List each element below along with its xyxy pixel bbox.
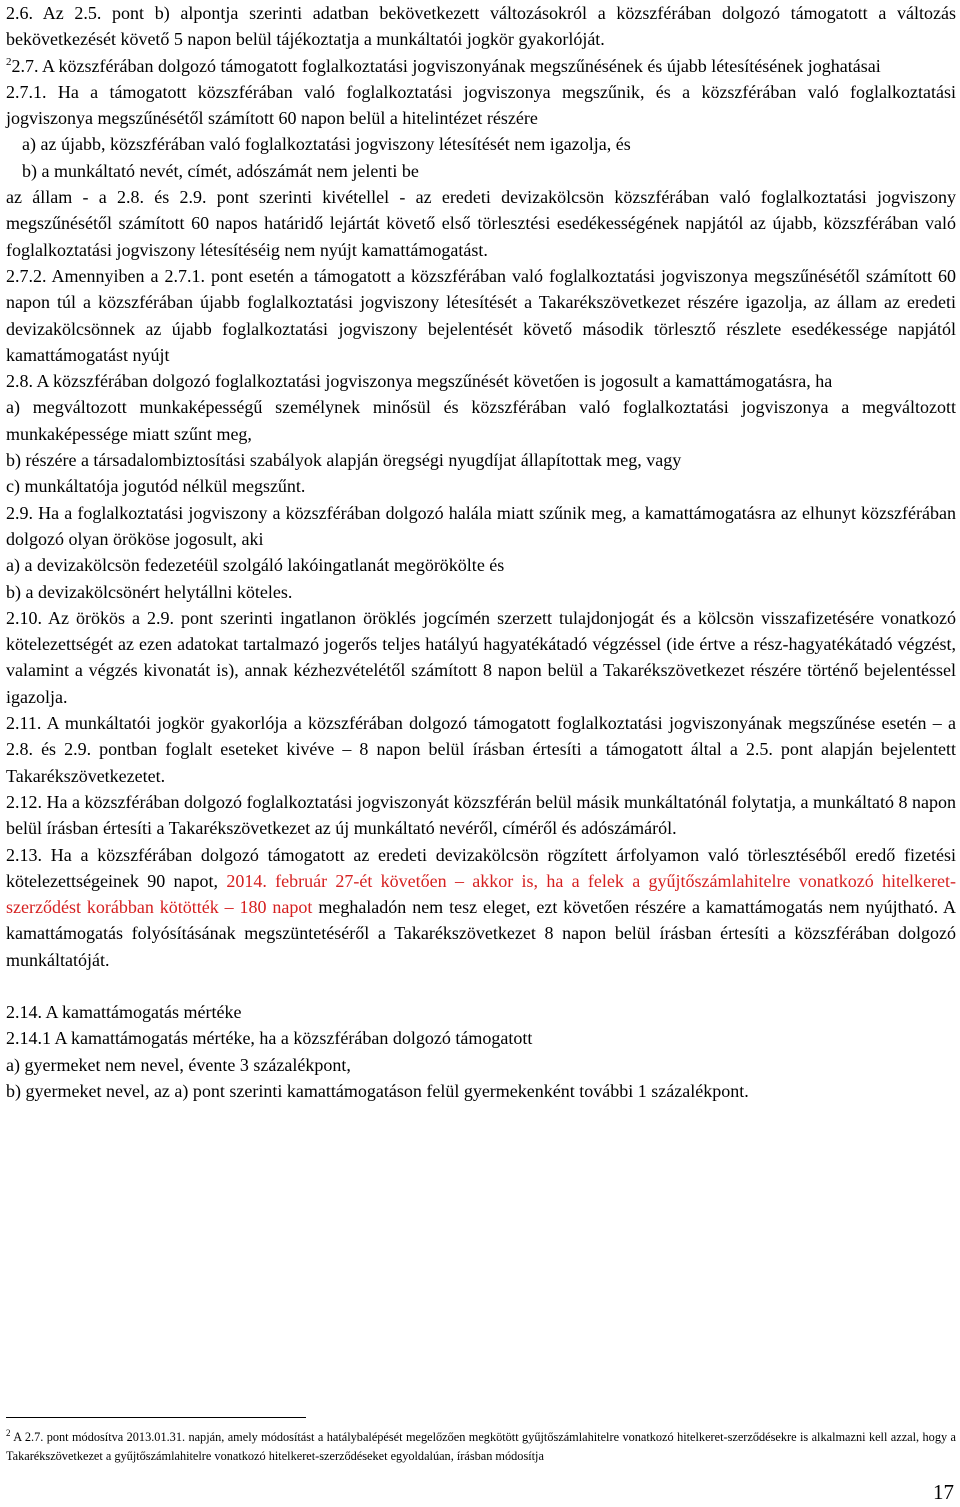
paragraph-2-12: 2.12. Ha a közszférában dolgozó foglalkoztatási jogviszonyát közszférán belül másik munkáltatónál folytatja, a munkáltató 8 napon belül írásban értesíti a Takarékszövetkezet az új munkáltató nevéről, címéről és adószámáról.: [6, 791, 956, 839]
list-item-a: a) az újabb, közszférában való foglalkoztatási jogviszony létesítését nem igazolja, és: [22, 134, 631, 155]
paragraph-2-14-1-a: a) gyermeket nem nevel, évente 3 százalékpont,: [6, 1054, 351, 1075]
heading-2-7: [6, 53, 956, 79]
heading-2-14: 2.14. A kamattámogatás mértéke: [6, 1001, 242, 1022]
footnote: [6, 1428, 956, 1466]
footnote-text: A 2.7. pont módosítva 2013.01.31. napján, amely módosítást a hatálybalépését megelőzően megkötött gyűjtőszámlahitelre vonatkozó hitelkeret-szerződésekre is alkalmazni kell azzal, hogy a Takarékszövetkezet a gyűjtőszámlahitelre vonatkozó hitelkeret-szerződéseket egyoldalúan, írásban módosítja: [6, 1430, 956, 1463]
paragraph-2-11: 2.11. A munkáltatói jogkör gyakorlója a közszférában dolgozó támogatott foglalkoztatási jogviszonyának megszűnése esetén – a 2.8. és 2.9. pontban foglalt eseteket kivéve – 8 napon belül írásban értesíti a támogatott által a 2.5. pont alapján bejelentett Takarékszövetkezetet.: [6, 713, 956, 786]
paragraph-2-8: 2.8. A közszférában dolgozó foglalkoztatási jogviszonya megszűnését követően is jogosult a kamattámogatásra, ha: [6, 371, 833, 392]
list-item-b: b) a munkáltató nevét, címét, adószámát nem jelenti be: [22, 160, 419, 181]
page-number: 17: [933, 1480, 954, 1504]
footnote-ref[interactable]: 2: [6, 55, 12, 68]
paragraph-2-14-1-b: b) gyermeket nevel, az a) pont szerinti kamattámogatáson felül gyermekenként további 1 százalékpont.: [6, 1080, 749, 1101]
paragraph-2-6: 2.6. Az 2.5. pont b) alpontja szerinti adatban bekövetkezett változásokról a közszférában dolgozó támogatott a változás bekövetkezését követő 5 napon belül tájékoztatja a munkáltatói jogkör gyakorlóját.: [6, 3, 956, 50]
spacer: [6, 973, 956, 999]
document-body: [6, 0, 956, 1104]
paragraph-2-13-start: 2.13. Ha a közszférában dolgozó támogatott az eredeti devizakölcsön rögzített árfolyamon való törlesztéséből eredő fizetési kötelezettségeinek 90 napot,: [6, 844, 956, 891]
footnote-divider: [6, 1417, 306, 1418]
paragraph-2-13: [6, 842, 956, 973]
paragraph-2-9-b: b) a devizakölcsönért helytállni köteles.: [6, 581, 293, 602]
heading-2-7-text: 2.7. A közszférában dolgozó támogatott foglalkoztatási jogviszonyának megszűnésének és újabb létesítésének joghatásai: [11, 55, 881, 76]
paragraph-2-7-1-end: az állam - a 2.8. és 2.9. pont szerinti kivétellel - az eredeti devizakölcsön közszférában való foglalkoztatási jogviszony megszűnésétől számított 60 napos határidő lejártát követő első törlesztési esedékességének napjától az újabb, közszférában való foglalkoztatási jogviszony létesítéséig nem nyújt kamattámogatást.: [6, 187, 956, 260]
paragraph-2-8-a: a) megváltozott munkaképességű személynek minősül és közszférában való foglalkoztatási jogviszonya a megváltozott munkaképessége miatt szűnt meg,: [6, 397, 956, 444]
amendment-red-text: 2014. február 27-ét követően – akkor is, ha a felek a gyűjtőszámlahitelre vonatkozó hitelkeret-szerződést korábban kötötték – 180 napot: [6, 870, 956, 918]
paragraph-2-8-b: b) részére a társadalombiztosítási szabályok alapján öregségi nyugdíjat állapítottak meg, vagy: [6, 450, 682, 471]
paragraph-2-9-a: a) a devizakölcsön fedezetéül szolgáló lakóingatlanát megörökölte és: [6, 555, 505, 576]
paragraph-2-7-2: 2.7.2. Amennyiben a 2.7.1. pont esetén a támogatott a közszférában való foglalkoztatási jogviszonya megszűnésétől számított 60 napon túl a közszférában újabb foglalkoztatási jogviszony létesítését a Takarékszövetkezet részére igazolja, az állam az eredeti devizakölcsönnek az újabb foglalkoztatási jogviszony bejelentését követő második törlesztő részlete esedékessége napjától kamattámogatást nyújt: [6, 265, 956, 365]
footnote-marker: 2: [6, 1427, 11, 1438]
paragraph-2-10: 2.10. Az örökös a 2.9. pont szerinti ingatlanon öröklés jogcímén szerzett tulajdonjogát és a kölcsön visszafizetésére vonatkozó kötelezettségét az ezen adatokat tartalmazó jogerős teljes hatályú hagyatékátadó végzéssel (ide értve a rész-hagyatékátadó végzést, valamint a végzés kivonatát is), annak kézhezvételétől számított 8 napon belül a Takarékszövetkezet részére történő bejelentéssel igazolja.: [6, 607, 956, 707]
paragraph-2-9: 2.9. Ha a foglalkoztatási jogviszony a közszférában dolgozó halála miatt szűnik meg, a kamattámogatásra az elhunyt közszférában dolgozó olyan örököse jogosult, aki: [6, 502, 956, 549]
paragraph-2-7-1: 2.7.1. Ha a támogatott közszférában való foglalkoztatási jogviszonya megszűnik, és a közszférában való foglalkoztatási jogviszonya megszűnésétől számított 60 napon belül a hitelintézet részére: [6, 81, 956, 129]
paragraph-2-8-c: c) munkáltatója jogutód nélkül megszűnt.: [6, 476, 306, 497]
paragraph-2-13-end: meghaladón nem tesz eleget, ezt követően részére a kamattámogatás nem nyújtható. A kamattámogatás folyósításának megszüntetéséről a Takarékszövetkezet 8 napon belül írásban értesíti a közszférában dolgozó munkáltatóját.: [6, 897, 956, 970]
paragraph-2-14-1: 2.14.1 A kamattámogatás mértéke, ha a közszférában dolgozó támogatott: [6, 1028, 533, 1049]
